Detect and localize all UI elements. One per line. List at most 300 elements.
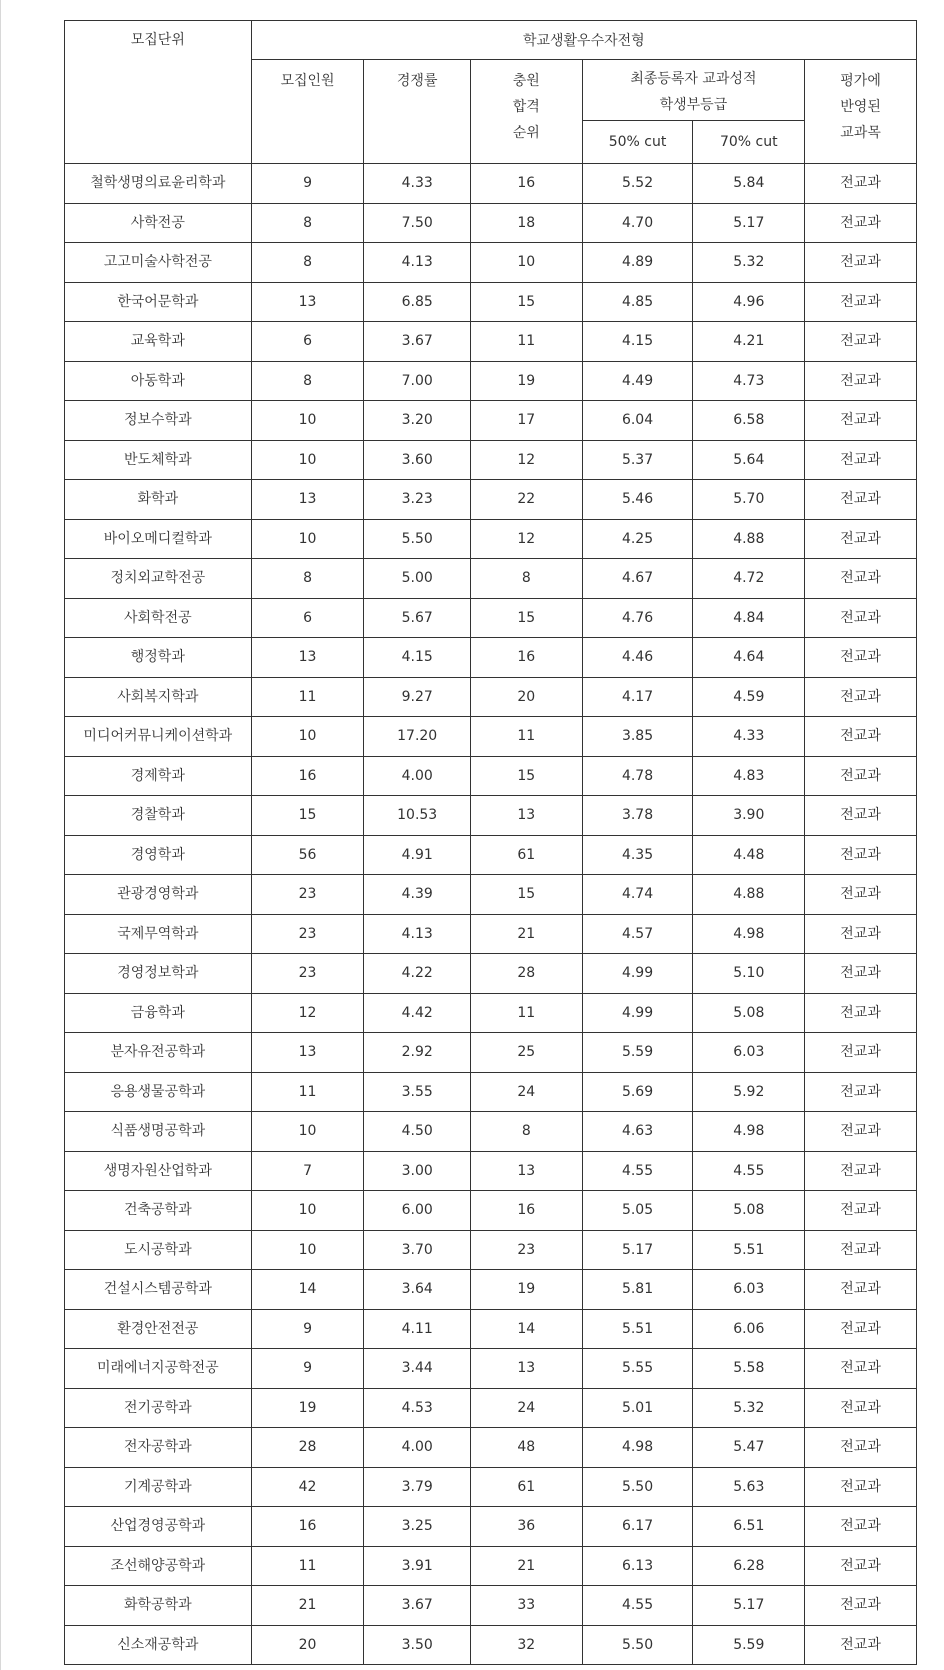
cut70-cell: 5.59 (693, 1625, 805, 1665)
table-row (65, 519, 917, 559)
table-row (65, 1349, 917, 1389)
subjects-cell: 전교과 (805, 282, 917, 322)
cut70-cell: 5.08 (693, 993, 805, 1033)
cut50-cell: 4.99 (582, 993, 693, 1033)
competition-cell: 4.13 (364, 914, 470, 954)
cut70-cell: 6.51 (693, 1507, 805, 1547)
quota-cell: 42 (251, 1467, 364, 1507)
cut70-cell: 5.17 (693, 1586, 805, 1626)
quota-cell: 10 (251, 1112, 364, 1152)
rank-cell: 11 (470, 322, 582, 362)
quota-cell: 10 (251, 717, 364, 757)
competition-cell: 3.67 (364, 1586, 470, 1626)
cut70-cell: 5.10 (693, 954, 805, 994)
header-subjects: 평가에 반영된 교과목 (805, 60, 917, 164)
competition-cell: 4.13 (364, 243, 470, 283)
table-row (65, 1586, 917, 1626)
quota-cell: 10 (251, 1191, 364, 1231)
subjects-cell: 전교과 (805, 1467, 917, 1507)
table-row (65, 1230, 917, 1270)
unit-cell: 경영정보학과 (65, 954, 252, 994)
cut50-cell: 6.04 (582, 401, 693, 441)
rank-cell: 33 (470, 1586, 582, 1626)
unit-cell: 행정학과 (65, 638, 252, 678)
competition-cell: 4.91 (364, 835, 470, 875)
cut70-cell: 3.90 (693, 796, 805, 836)
cut50-cell: 4.15 (582, 322, 693, 362)
rank-cell: 16 (470, 638, 582, 678)
cut50-cell: 3.78 (582, 796, 693, 836)
table-row (65, 480, 917, 520)
rank-cell: 20 (470, 677, 582, 717)
cut50-cell: 4.25 (582, 519, 693, 559)
table-header (65, 21, 917, 164)
unit-cell: 사회학전공 (65, 598, 252, 638)
rank-cell: 19 (470, 361, 582, 401)
cut70-cell: 4.88 (693, 875, 805, 915)
competition-cell: 6.00 (364, 1191, 470, 1231)
cut50-cell: 5.81 (582, 1270, 693, 1310)
cut70-cell: 6.28 (693, 1546, 805, 1586)
table-row (65, 440, 917, 480)
quota-cell: 6 (251, 322, 364, 362)
header-cut50: 50% cut (582, 121, 693, 164)
rank-cell: 13 (470, 796, 582, 836)
cut50-cell: 3.85 (582, 717, 693, 757)
quota-cell: 15 (251, 796, 364, 836)
cut70-cell: 4.55 (693, 1151, 805, 1191)
table-row (65, 756, 917, 796)
rank-cell: 11 (470, 717, 582, 757)
unit-cell: 건축공학과 (65, 1191, 252, 1231)
rank-cell: 21 (470, 1546, 582, 1586)
unit-cell: 정치외교학전공 (65, 559, 252, 599)
rank-cell: 15 (470, 756, 582, 796)
quota-cell: 13 (251, 282, 364, 322)
table-row (65, 361, 917, 401)
competition-cell: 5.00 (364, 559, 470, 599)
unit-cell: 산업경영공학과 (65, 1507, 252, 1547)
subjects-cell: 전교과 (805, 1546, 917, 1586)
subjects-cell: 전교과 (805, 559, 917, 599)
competition-cell: 4.50 (364, 1112, 470, 1152)
quota-cell: 10 (251, 401, 364, 441)
table-row (65, 914, 917, 954)
competition-cell: 6.85 (364, 282, 470, 322)
competition-cell: 3.23 (364, 480, 470, 520)
cut50-cell: 5.37 (582, 440, 693, 480)
subjects-cell: 전교과 (805, 1349, 917, 1389)
table-row (65, 164, 917, 204)
competition-cell: 3.64 (364, 1270, 470, 1310)
cut70-cell: 5.47 (693, 1428, 805, 1468)
subjects-cell: 전교과 (805, 1151, 917, 1191)
cut70-cell: 4.64 (693, 638, 805, 678)
subjects-cell: 전교과 (805, 835, 917, 875)
cut50-cell: 4.85 (582, 282, 693, 322)
cut70-cell: 5.32 (693, 243, 805, 283)
subjects-cell: 전교과 (805, 638, 917, 678)
quota-cell: 20 (251, 1625, 364, 1665)
competition-cell: 7.50 (364, 203, 470, 243)
subjects-cell: 전교과 (805, 1191, 917, 1231)
cut70-cell: 5.17 (693, 203, 805, 243)
table-body (65, 164, 917, 1665)
cut70-cell: 6.58 (693, 401, 805, 441)
quota-cell: 13 (251, 480, 364, 520)
unit-cell: 사학전공 (65, 203, 252, 243)
quota-cell: 10 (251, 1230, 364, 1270)
subjects-cell: 전교과 (805, 677, 917, 717)
unit-cell: 관광경영학과 (65, 875, 252, 915)
table-row (65, 638, 917, 678)
cut50-cell: 5.59 (582, 1033, 693, 1073)
rank-cell: 12 (470, 519, 582, 559)
table-row (65, 835, 917, 875)
cut70-cell: 4.73 (693, 361, 805, 401)
quota-cell: 14 (251, 1270, 364, 1310)
competition-cell: 4.11 (364, 1309, 470, 1349)
table-row (65, 796, 917, 836)
table-row (65, 717, 917, 757)
cut50-cell: 5.05 (582, 1191, 693, 1231)
rank-cell: 28 (470, 954, 582, 994)
unit-cell: 아동학과 (65, 361, 252, 401)
subjects-cell: 전교과 (805, 598, 917, 638)
rank-cell: 61 (470, 835, 582, 875)
unit-cell: 한국어문학과 (65, 282, 252, 322)
subjects-cell: 전교과 (805, 1112, 917, 1152)
competition-cell: 4.33 (364, 164, 470, 204)
quota-cell: 10 (251, 440, 364, 480)
quota-cell: 8 (251, 243, 364, 283)
unit-cell: 환경안전전공 (65, 1309, 252, 1349)
subjects-cell: 전교과 (805, 1230, 917, 1270)
subjects-cell: 전교과 (805, 1388, 917, 1428)
competition-cell: 3.20 (364, 401, 470, 441)
cut50-cell: 5.46 (582, 480, 693, 520)
header-unit: 모집단위 (65, 21, 252, 164)
competition-cell: 4.53 (364, 1388, 470, 1428)
table-row (65, 1309, 917, 1349)
subjects-cell: 전교과 (805, 243, 917, 283)
rank-cell: 48 (470, 1428, 582, 1468)
rank-cell: 19 (470, 1270, 582, 1310)
quota-cell: 11 (251, 1546, 364, 1586)
rank-cell: 25 (470, 1033, 582, 1073)
subjects-cell: 전교과 (805, 717, 917, 757)
cut50-cell: 4.46 (582, 638, 693, 678)
cut70-cell: 5.32 (693, 1388, 805, 1428)
cut50-cell: 5.17 (582, 1230, 693, 1270)
unit-cell: 전자공학과 (65, 1428, 252, 1468)
quota-cell: 9 (251, 1309, 364, 1349)
competition-cell: 4.22 (364, 954, 470, 994)
table-row (65, 598, 917, 638)
cut70-cell: 6.03 (693, 1033, 805, 1073)
header-competition: 경쟁률 (364, 60, 470, 164)
cut50-cell: 4.70 (582, 203, 693, 243)
quota-cell: 21 (251, 1586, 364, 1626)
subjects-cell: 전교과 (805, 1033, 917, 1073)
table-row (65, 1546, 917, 1586)
competition-cell: 10.53 (364, 796, 470, 836)
cut70-cell: 5.58 (693, 1349, 805, 1389)
cut50-cell: 4.74 (582, 875, 693, 915)
subjects-cell: 전교과 (805, 993, 917, 1033)
subjects-cell: 전교과 (805, 875, 917, 915)
unit-cell: 응용생물공학과 (65, 1072, 252, 1112)
cut70-cell: 5.64 (693, 440, 805, 480)
competition-cell: 4.00 (364, 1428, 470, 1468)
unit-cell: 금융학과 (65, 993, 252, 1033)
unit-cell: 전기공학과 (65, 1388, 252, 1428)
unit-cell: 경영학과 (65, 835, 252, 875)
header-quota: 모집인원 (251, 60, 364, 164)
quota-cell: 56 (251, 835, 364, 875)
subjects-cell: 전교과 (805, 1072, 917, 1112)
quota-cell: 23 (251, 954, 364, 994)
quota-cell: 23 (251, 875, 364, 915)
table-row (65, 1151, 917, 1191)
competition-cell: 3.70 (364, 1230, 470, 1270)
table-row (65, 677, 917, 717)
subjects-cell: 전교과 (805, 1586, 917, 1626)
quota-cell: 8 (251, 203, 364, 243)
quota-cell: 16 (251, 756, 364, 796)
rank-cell: 14 (470, 1309, 582, 1349)
cut70-cell: 5.84 (693, 164, 805, 204)
competition-cell: 17.20 (364, 717, 470, 757)
header-grade: 최종등록자 교과성적 학생부등급 (582, 60, 804, 121)
quota-cell: 19 (251, 1388, 364, 1428)
cut50-cell: 4.55 (582, 1151, 693, 1191)
unit-cell: 교육학과 (65, 322, 252, 362)
cut70-cell: 5.63 (693, 1467, 805, 1507)
competition-cell: 2.92 (364, 1033, 470, 1073)
table-row (65, 401, 917, 441)
rank-cell: 17 (470, 401, 582, 441)
rank-cell: 13 (470, 1349, 582, 1389)
header-rank: 충원 합격 순위 (470, 60, 582, 164)
quota-cell: 13 (251, 638, 364, 678)
unit-cell: 생명자원산업학과 (65, 1151, 252, 1191)
competition-cell: 3.44 (364, 1349, 470, 1389)
subjects-cell: 전교과 (805, 322, 917, 362)
cut50-cell: 4.17 (582, 677, 693, 717)
cut50-cell: 4.89 (582, 243, 693, 283)
quota-cell: 7 (251, 1151, 364, 1191)
cut70-cell: 4.98 (693, 914, 805, 954)
cut50-cell: 5.01 (582, 1388, 693, 1428)
cut70-cell: 4.21 (693, 322, 805, 362)
admissions-table (64, 20, 917, 1665)
competition-cell: 4.39 (364, 875, 470, 915)
competition-cell: 5.67 (364, 598, 470, 638)
rank-cell: 18 (470, 203, 582, 243)
competition-cell: 4.00 (364, 756, 470, 796)
table-row (65, 1467, 917, 1507)
competition-cell: 3.67 (364, 322, 470, 362)
rank-cell: 8 (470, 559, 582, 599)
unit-cell: 화학과 (65, 480, 252, 520)
competition-cell: 7.00 (364, 361, 470, 401)
quota-cell: 8 (251, 559, 364, 599)
cut70-cell: 5.70 (693, 480, 805, 520)
table-row (65, 954, 917, 994)
rank-cell: 24 (470, 1388, 582, 1428)
cut50-cell: 5.55 (582, 1349, 693, 1389)
competition-cell: 4.15 (364, 638, 470, 678)
subjects-cell: 전교과 (805, 1270, 917, 1310)
cut50-cell: 5.69 (582, 1072, 693, 1112)
quota-cell: 6 (251, 598, 364, 638)
rank-cell: 22 (470, 480, 582, 520)
unit-cell: 화학공학과 (65, 1586, 252, 1626)
unit-cell: 분자유전공학과 (65, 1033, 252, 1073)
subjects-cell: 전교과 (805, 361, 917, 401)
table-row (65, 1507, 917, 1547)
quota-cell: 9 (251, 1349, 364, 1389)
subjects-cell: 전교과 (805, 480, 917, 520)
unit-cell: 정보수학과 (65, 401, 252, 441)
cut70-cell: 4.88 (693, 519, 805, 559)
rank-cell: 11 (470, 993, 582, 1033)
table-row (65, 1191, 917, 1231)
table-row (65, 322, 917, 362)
subjects-cell: 전교과 (805, 519, 917, 559)
quota-cell: 8 (251, 361, 364, 401)
subjects-cell: 전교과 (805, 1428, 917, 1468)
cut50-cell: 4.57 (582, 914, 693, 954)
cut50-cell: 4.63 (582, 1112, 693, 1152)
table-row (65, 875, 917, 915)
table-row (65, 1388, 917, 1428)
cut70-cell: 4.96 (693, 282, 805, 322)
unit-cell: 경제학과 (65, 756, 252, 796)
unit-cell: 미디어커뮤니케이션학과 (65, 717, 252, 757)
subjects-cell: 전교과 (805, 756, 917, 796)
rank-cell: 16 (470, 164, 582, 204)
subjects-cell: 전교과 (805, 164, 917, 204)
rank-cell: 13 (470, 1151, 582, 1191)
rank-cell: 15 (470, 282, 582, 322)
quota-cell: 12 (251, 993, 364, 1033)
subjects-cell: 전교과 (805, 914, 917, 954)
subjects-cell: 전교과 (805, 1309, 917, 1349)
subjects-cell: 전교과 (805, 401, 917, 441)
cut70-cell: 5.92 (693, 1072, 805, 1112)
table-row (65, 243, 917, 283)
table-row (65, 559, 917, 599)
cut70-cell: 4.84 (693, 598, 805, 638)
unit-cell: 경찰학과 (65, 796, 252, 836)
cut70-cell: 6.03 (693, 1270, 805, 1310)
unit-cell: 국제무역학과 (65, 914, 252, 954)
quota-cell: 11 (251, 1072, 364, 1112)
rank-cell: 12 (470, 440, 582, 480)
subjects-cell: 전교과 (805, 203, 917, 243)
subjects-cell: 전교과 (805, 1507, 917, 1547)
subjects-cell: 전교과 (805, 954, 917, 994)
subjects-cell: 전교과 (805, 440, 917, 480)
quota-cell: 9 (251, 164, 364, 204)
rank-cell: 15 (470, 875, 582, 915)
table-row (65, 282, 917, 322)
rank-cell: 24 (470, 1072, 582, 1112)
cut50-cell: 4.35 (582, 835, 693, 875)
rank-cell: 16 (470, 1191, 582, 1231)
cut50-cell: 5.50 (582, 1467, 693, 1507)
table-row (65, 993, 917, 1033)
cut50-cell: 5.51 (582, 1309, 693, 1349)
competition-cell: 3.60 (364, 440, 470, 480)
unit-cell: 신소재공학과 (65, 1625, 252, 1665)
table-row (65, 1270, 917, 1310)
cut50-cell: 4.98 (582, 1428, 693, 1468)
cut70-cell: 5.51 (693, 1230, 805, 1270)
competition-cell: 3.91 (364, 1546, 470, 1586)
competition-cell: 3.79 (364, 1467, 470, 1507)
unit-cell: 사회복지학과 (65, 677, 252, 717)
cut50-cell: 6.17 (582, 1507, 693, 1547)
cut50-cell: 5.50 (582, 1625, 693, 1665)
cut70-cell: 6.06 (693, 1309, 805, 1349)
competition-cell: 4.42 (364, 993, 470, 1033)
unit-cell: 건설시스템공학과 (65, 1270, 252, 1310)
cut70-cell: 4.72 (693, 559, 805, 599)
unit-cell: 철학생명의료윤리학과 (65, 164, 252, 204)
cut50-cell: 4.99 (582, 954, 693, 994)
unit-cell: 기계공학과 (65, 1467, 252, 1507)
cut50-cell: 4.78 (582, 756, 693, 796)
unit-cell: 식품생명공학과 (65, 1112, 252, 1152)
rank-cell: 21 (470, 914, 582, 954)
subjects-cell: 전교과 (805, 1625, 917, 1665)
cut70-cell: 4.59 (693, 677, 805, 717)
cut70-cell: 4.98 (693, 1112, 805, 1152)
rank-cell: 32 (470, 1625, 582, 1665)
quota-cell: 10 (251, 519, 364, 559)
table-row (65, 1625, 917, 1665)
rank-cell: 15 (470, 598, 582, 638)
cut50-cell: 5.52 (582, 164, 693, 204)
quota-cell: 23 (251, 914, 364, 954)
cut70-cell: 4.33 (693, 717, 805, 757)
table-row (65, 1112, 917, 1152)
table-row (65, 1428, 917, 1468)
subjects-cell: 전교과 (805, 796, 917, 836)
rank-cell: 36 (470, 1507, 582, 1547)
cut70-cell: 4.83 (693, 756, 805, 796)
unit-cell: 조선해양공학과 (65, 1546, 252, 1586)
competition-cell: 3.00 (364, 1151, 470, 1191)
rank-cell: 10 (470, 243, 582, 283)
table-row (65, 1033, 917, 1073)
header-group: 학교생활우수자전형 (251, 21, 916, 60)
cut70-cell: 4.48 (693, 835, 805, 875)
unit-cell: 반도체학과 (65, 440, 252, 480)
cut70-cell: 5.08 (693, 1191, 805, 1231)
competition-cell: 3.25 (364, 1507, 470, 1547)
competition-cell: 3.50 (364, 1625, 470, 1665)
quota-cell: 16 (251, 1507, 364, 1547)
quota-cell: 28 (251, 1428, 364, 1468)
rank-cell: 8 (470, 1112, 582, 1152)
competition-cell: 3.55 (364, 1072, 470, 1112)
unit-cell: 고고미술사학전공 (65, 243, 252, 283)
left-border (0, 0, 1, 1670)
